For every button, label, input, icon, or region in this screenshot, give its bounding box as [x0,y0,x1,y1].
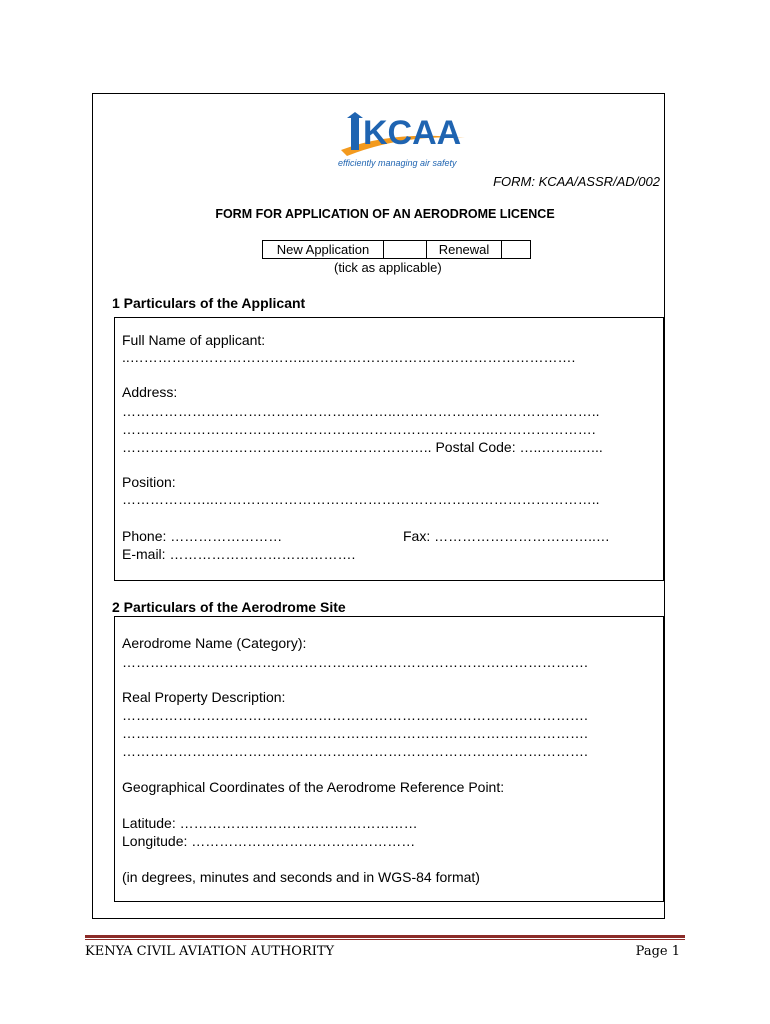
coordinates-label: Geographical Coordinates of the Aerodrome Reference Point: [122,779,505,795]
aerodrome-name-field[interactable]: ………………………………………………………………………………………. [122,654,588,670]
form-title: FORM FOR APPLICATION OF AN AERODROME LICENCE [215,207,555,221]
footer-rule-thin [85,939,685,940]
tick-note: (tick as applicable) [334,260,442,275]
full-name-label: Full Name of applicant: [122,332,266,348]
property-field-line3[interactable]: ………………………………………………………………………………………. [122,743,588,759]
footer-authority: KENYA CIVIL AVIATION AUTHORITY [85,944,335,959]
format-note: (in degrees, minutes and seconds and in WGS-84 format) [122,869,480,885]
renewal-checkbox[interactable] [502,241,531,259]
fax-field[interactable]: Fax: ……………………………..… [403,528,610,544]
address-field-line2[interactable]: ……………………………………………………………………..…………………. [122,421,596,437]
footer-rule [85,935,685,938]
address-field-line3[interactable]: ……………………………………..………………….. Postal Code: …..……..…... [122,439,603,455]
position-field[interactable]: ………………..……………………………………………………………………….. [122,491,600,507]
email-field[interactable]: E-mail: …………………………………. [122,546,356,562]
address-label: Address: [122,384,178,400]
new-application-checkbox[interactable] [384,241,427,259]
new-application-label: New Application [263,241,384,259]
section1-heading: 1 Particulars of the Applicant [112,295,306,311]
full-name-field[interactable]: ..………………………………..…………………………………………………. [122,349,576,365]
property-label: Real Property Description: [122,689,286,705]
property-field-line2[interactable]: ………………………………………………………………………………………. [122,725,588,741]
longitude-field[interactable]: Longitude: ………………………………………… [122,833,416,849]
page-number: Page 1 [635,944,680,959]
application-type-table [262,240,531,259]
property-field-line1[interactable]: ………………………………………………………………………………………. [122,707,588,723]
logo-tagline: efficiently managing air safety [338,158,457,168]
logo-text: KCAA [363,114,462,152]
address-field-line1[interactable]: …………………………………………………..…………………………………….. [122,403,600,419]
position-label: Position: [122,474,176,490]
section2-heading: 2 Particulars of the Aerodrome Site [112,599,346,615]
aerodrome-name-label: Aerodrome Name (Category): [122,635,307,651]
latitude-field[interactable]: Latitude: …………………………………………… [122,815,418,831]
phone-field[interactable]: Phone: …………………… [122,528,283,544]
form-code: FORM: KCAA/ASSR/AD/002 [493,174,660,189]
renewal-label: Renewal [427,241,502,259]
